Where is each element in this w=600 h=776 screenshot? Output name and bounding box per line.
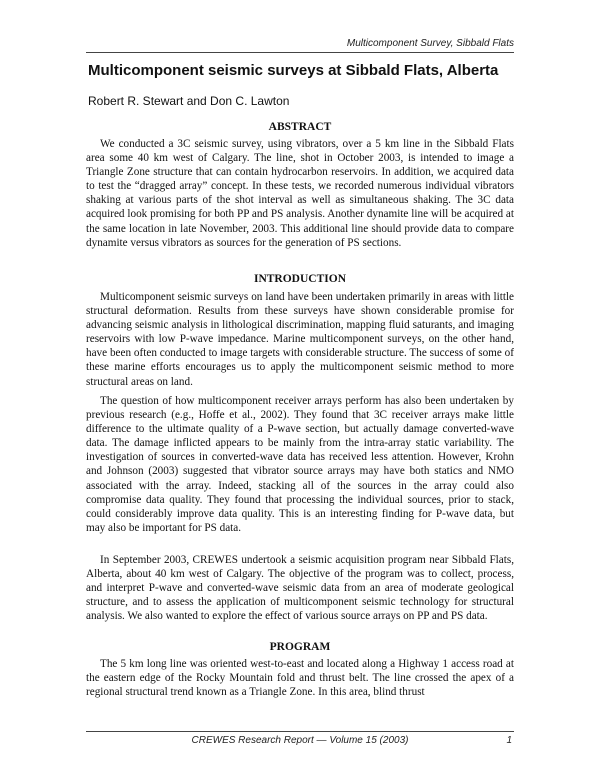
footer-journal: CREWES Research Report — Volume 15 (2003) [191, 735, 409, 746]
footer-rule [86, 731, 514, 732]
page-number: 1 [506, 735, 512, 746]
paper-authors: Robert R. Stewart and Don C. Lawton [88, 94, 290, 108]
introduction-paragraph-1: Multicomponent seismic surveys on land have been undertaken primarily in areas with little structural deformation. Results from these surveys have shown considerable promise for advancing seismic analysis in lithological discrimination, mapping fluid saturants, and imaging reservoirs with low P-wave impedance. Marine multicomponent surveys, on the other hand, have been often conducted to image targets with considerable structure. The success of some of these marine efforts encourages us to apply the multicomponent seismic method to more structural areas on land. [86, 291, 514, 388]
abstract-text: We conducted a 3C seismic survey, using vibrators, over a 5 km line in the Sibbald Flats area some 40 km west of Calgary. The line, shot in October 2003, is intended to image a Triangle Zone structure that can contain hydrocarbon reservoirs. In addition, we acquired data to test the “dragged array” concept. In these tests, we recorded numerous individual vibrators shaking at various parts of the shot interval as well as simultaneous shaking. The 3C data acquired look promising for both PP and PS analysis. Another dynamite line will be acquired at the same location in late November, 2003. This additional line should provide data to compare dynamite versus vibrators as sources for the generation of PS sections. [86, 138, 514, 249]
introduction-paragraph-2: The question of how multicomponent receiver arrays perform has also been undertaken by previous research (e.g., Hoffe et al., 2002). They found that 3C receiver arrays make little difference to the ultimate quality of a P-wave section, but actually damage converted-wave data. The damage inflicted appears to be mainly from the intra-array static variability. The investigation of sources in converted-wave data has received less attention. However, Krohn and Johnson (2003) suggested that vibrator source arrays may have both statics and NMO associated with the array. Indeed, stacking all of the sources in the array could also compromise data quality. They found that processing the individual sources, prior to stack, could considerably improve data quality. This is an interesting finding for P-wave data, but may also be important for PS data. [86, 395, 514, 534]
paper-title: Multicomponent seismic surveys at Sibbald Flats, Alberta [88, 62, 499, 79]
abstract-heading: ABSTRACT [268, 121, 332, 133]
header-rule [86, 52, 514, 53]
introduction-paragraph-3: In September 2003, CREWES undertook a seismic acquisition program near Sibbald Flats, Alberta, about 40 km west of Calgary. The objective of the program was to collect, process, and interpret P-wave and converted-wave seismic data from an area of moderate geological structure, and to assess the application of multicomponent seismic technology for structural analysis. We also wanted to explore the effect of various source arrays on PP and PS data. [86, 554, 514, 623]
running-header: Multicomponent Survey, Sibbald Flats [346, 38, 514, 49]
introduction-heading: INTRODUCTION [253, 273, 346, 285]
program-text: The 5 km long line was oriented west-to-east and located along a Highway 1 access road at the eastern edge of the Rocky Mountain fold and thrust belt. The line crossed the apex of a regional structural trend known as a Triangle Zone. In this area, blind thrust [86, 658, 514, 699]
program-heading: PROGRAM [269, 641, 331, 653]
